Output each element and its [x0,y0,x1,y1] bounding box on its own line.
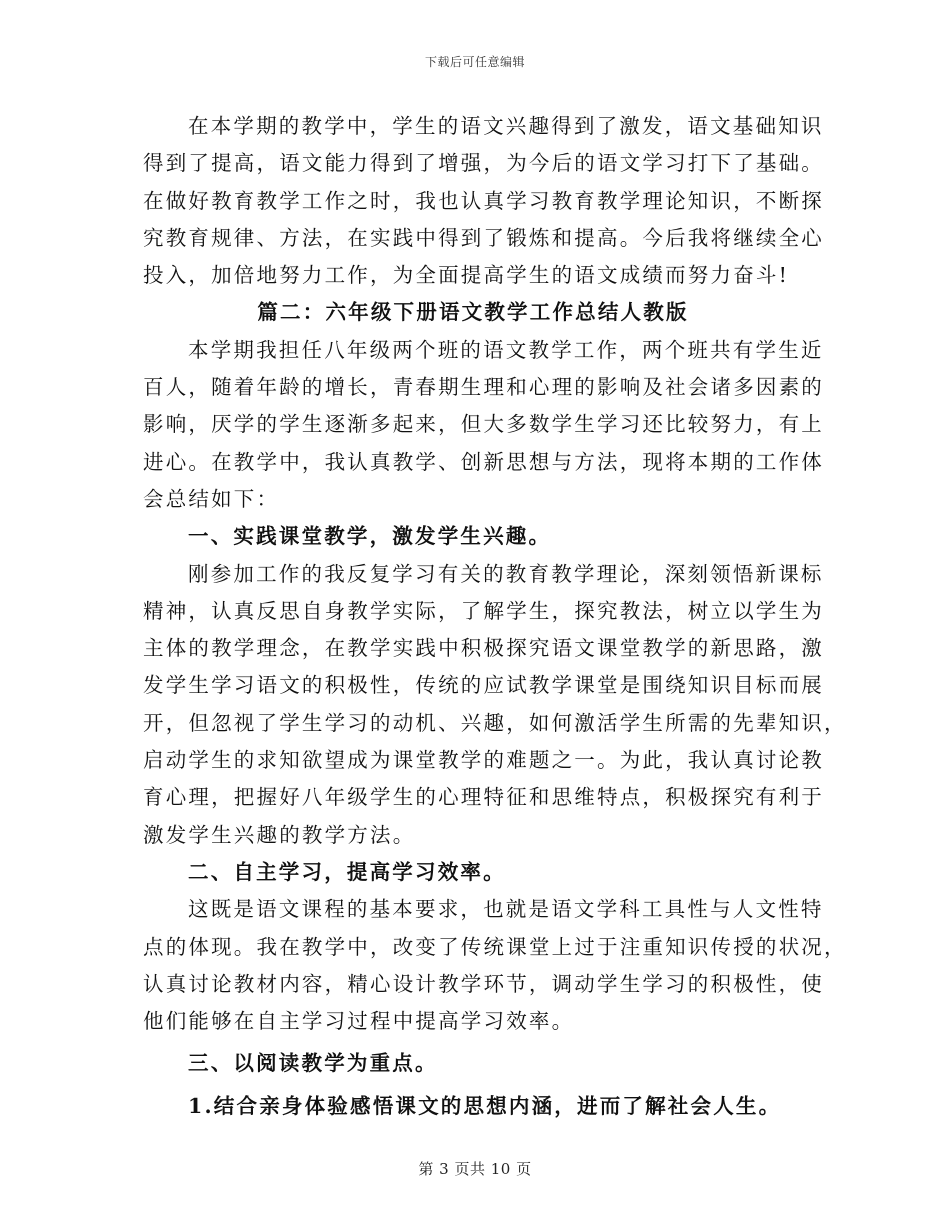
paragraph-line: 会总结如下： [143,486,280,511]
paragraph-line: 影响，厌学的学生逐渐多起来，但大多数学生学习还比较努力，有上 [143,412,824,437]
page-number: 第 3 页共 10 页 [418,1160,532,1178]
paragraph-line: 点的体现。我在教学中，改变了传统课堂上过于注重知识传授的状况， [143,934,847,959]
paragraph-line: 刚参加工作的我反复学习有关的教育教学理论，深刻领悟新课标 [188,561,824,586]
heading-practice-teaching: 一、实践课堂教学，激发学生兴趣。 [188,524,552,549]
paragraph-line: 百人，随着年龄的增长，青春期生理和心理的影响及社会诸多因素的 [143,375,824,400]
paragraph-line: 这既是语文课程的基本要求，也就是语文学科工具性与人文性特 [188,897,824,922]
paragraph-line: 究教育规律、方法，在实践中得到了锻炼和提高。今后我将继续全心 [143,225,824,250]
subheading-experience: 1.结合亲身体验感悟课文的思想内涵，进而了解社会人生。 [188,1093,782,1118]
paragraph-line: 认真讨论教材内容，精心设计教学环节，调动学生学习的积极性，使 [143,971,824,996]
heading-self-study: 二、自主学习，提高学习效率。 [188,859,506,884]
paragraph-line: 在做好教育教学工作之时，我也认真学习教育教学理论知识，不断探 [143,188,824,213]
paragraph-line: 在本学期的教学中，学生的语文兴趣得到了激发，语文基础知识 [188,114,824,138]
paragraph-line: 发学生学习语文的积极性，传统的应试教学课堂是围绕知识目标而展 [143,673,824,698]
document-body [143,108,847,1125]
paragraph-line: 启动学生的求知欲望成为课堂教学的难题之一。为此，我认真讨论教 [143,748,824,773]
paragraph-line: 主体的教学理念，在教学实践中积极探究语文课堂教学的新思路，激 [143,636,824,661]
paragraph-line: 激发学生兴趣的教学方法。 [143,822,416,847]
section-title: 篇二：六年级下册语文教学工作总结人教版 [257,300,689,325]
heading-reading-focus: 三、以阅读教学为重点。 [188,1051,438,1076]
page-header-note: 下载后可任意编辑 [424,55,525,69]
paragraph-line: 精神，认真反思自身教学实际，了解学生，探究教法，树立以学生为 [143,598,824,623]
paragraph-line: 育心理，把握好八年级学生的心理特征和思维特点，积极探究有利于 [143,785,824,810]
paragraph-line: 本学期我担任八年级两个班的语文教学工作，两个班共有学生近 [188,337,824,362]
paragraph-line: 得到了提高，语文能力得到了增强，为今后的语文学习打下了基础。 [143,151,824,176]
paragraph-line: 投入，加倍地努力工作，为全面提高学生的语文成绩而努力奋斗! [143,263,790,288]
paragraph-line: 开，但忽视了学生学习的动机、兴趣，如何激活学生所需的先辈知识， [143,710,847,735]
paragraph-line: 他们能够在自主学习过程中提高学习效率。 [143,1009,575,1034]
paragraph-line: 进心。在教学中，我认真教学、创新思想与方法，现将本期的工作体 [143,449,824,474]
